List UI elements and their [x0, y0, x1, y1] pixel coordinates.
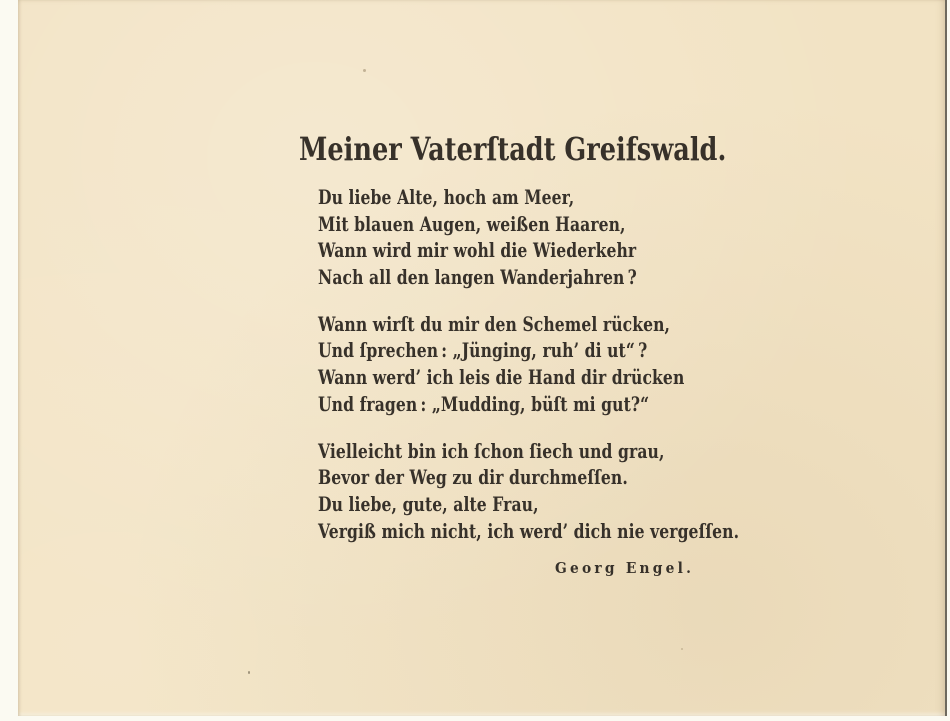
paper-sheet [18, 0, 947, 716]
paper-speck [248, 671, 250, 674]
paper-speck [363, 69, 366, 72]
poem-line: Wann werd’ ich leis die Hand dir drücken [318, 366, 685, 390]
poem-line: Wann wirſt du mir den Schemel rücken, [318, 312, 671, 336]
poem-line: Nach all den langen Wanderjahren ? [318, 266, 637, 290]
poem-line: Vielleicht bin ich ſchon ſiech und grau, [318, 439, 665, 463]
poem-stanza [318, 185, 739, 292]
poem-line: Und fragen : „Mudding, büſt mi gut?“ [318, 392, 650, 416]
poem-line: Vergiß mich nicht, ich werd’ dich nie vergeſſen. [318, 519, 740, 543]
poem-line: Mit blauen Augen, weißen Haaren, [318, 212, 626, 236]
poem-stanza [318, 439, 739, 546]
poem-signature: Georg Engel. [555, 559, 695, 577]
poem-body [318, 185, 739, 565]
poem-stanza [318, 312, 739, 419]
poem-line: Wann wird mir wohl die Wiederkehr [318, 239, 637, 263]
poem-line: Bevor der Weg zu dir durchmeſſen. [318, 466, 628, 490]
poem-title: Meiner Vaterſtadt Greifswald. [299, 130, 727, 168]
paper-speck [681, 648, 683, 650]
poem-line: Du liebe Alte, hoch am Meer, [318, 186, 575, 209]
poem-line: Du liebe, gute, alte Frau, [318, 492, 539, 516]
poem-line: Und ſprechen : „Jünging, ruh’ di ut“ ? [318, 339, 648, 363]
